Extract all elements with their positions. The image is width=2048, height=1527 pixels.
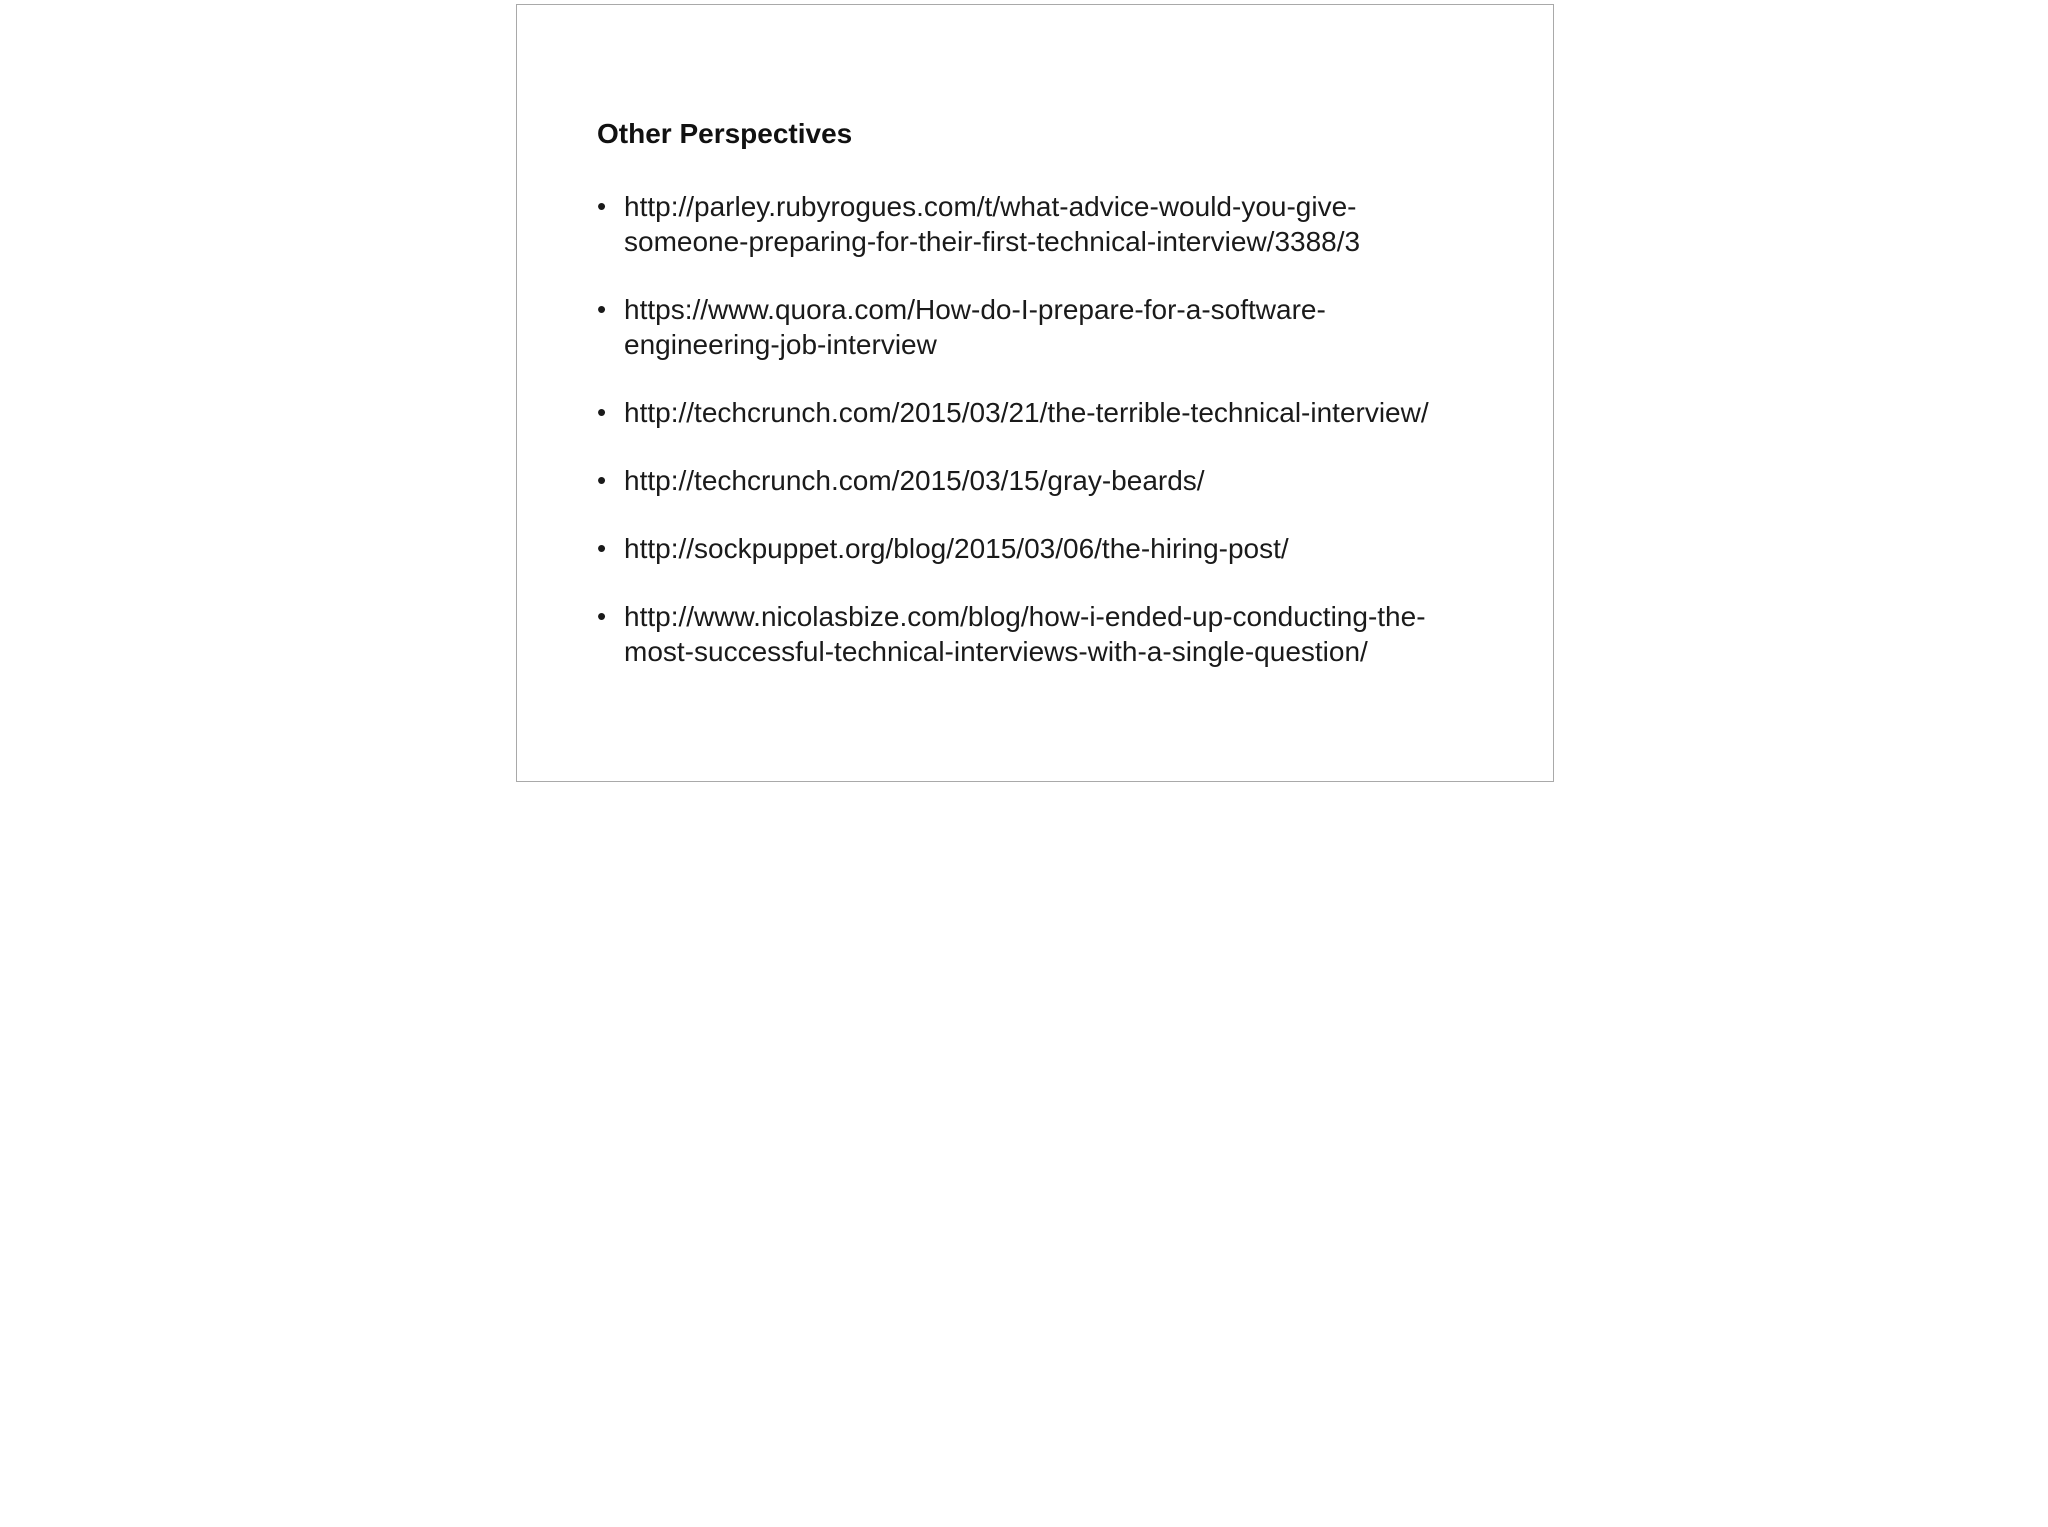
bullet-icon: • xyxy=(597,191,607,221)
list-item[interactable] xyxy=(597,292,1497,362)
list-item[interactable] xyxy=(597,531,1497,566)
link-text-line[interactable]: http://sockpuppet.org/blog/2015/03/06/the-hiring-post/ xyxy=(624,533,1289,564)
link-text-line[interactable]: someone-preparing-for-their-first-technical-interview/3388/3 xyxy=(624,226,1361,257)
link-text-line[interactable]: https://www.quora.com/How-do-I-prepare-for-a-software- xyxy=(624,294,1326,325)
link-text-line[interactable]: most-successful-technical-interviews-with-a-single-question/ xyxy=(624,636,1368,667)
link-list xyxy=(597,189,1497,702)
list-item[interactable] xyxy=(597,463,1497,498)
bullet-icon: • xyxy=(597,601,607,631)
bullet-icon: • xyxy=(597,465,607,495)
link-text-line[interactable]: http://techcrunch.com/2015/03/21/the-terrible-technical-interview/ xyxy=(624,397,1429,428)
link-text-line[interactable]: engineering-job-interview xyxy=(624,329,937,360)
list-item[interactable] xyxy=(597,599,1497,669)
list-item[interactable] xyxy=(597,189,1497,259)
link-text-line[interactable]: http://techcrunch.com/2015/03/15/gray-beards/ xyxy=(624,465,1205,496)
link-text-line[interactable]: http://parley.rubyrogues.com/t/what-advice-would-you-give- xyxy=(624,191,1357,222)
bullet-icon: • xyxy=(597,294,607,324)
link-text-line[interactable]: http://www.nicolasbize.com/blog/how-i-ended-up-conducting-the- xyxy=(624,601,1426,632)
bullet-icon: • xyxy=(597,397,607,427)
bullet-icon: • xyxy=(597,533,607,563)
list-item[interactable] xyxy=(597,395,1497,430)
slide xyxy=(516,4,1554,782)
slide-title: Other Perspectives xyxy=(597,118,853,149)
